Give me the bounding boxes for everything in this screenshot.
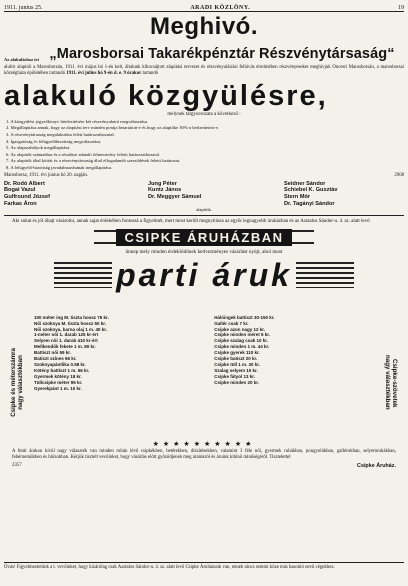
shop-name: CSIPKE ÁRUHÁZBAN [116, 229, 291, 246]
price-item: Női szoknya M. tiszta hossz 50 kr. [34, 320, 107, 326]
price-item: Csipke szalag csak 10 kr. [214, 338, 268, 344]
agenda-list [4, 119, 404, 172]
intro-end: tartandó [142, 71, 159, 77]
price-item: Batiszt színes 66 kr. [34, 356, 77, 362]
intro-text: alulirt alapitói a Marosborsán, 1911. évi május hó 1-én kelt, általunk kibocsájtott alapitási tervezet és részvényaláirási felhivás értelmében részvényeseket meghivjuk Oncesti Marosborsán, a marosborsai községháza épületében tartandó [4, 65, 404, 77]
price-item: Női szoknya, barna olaj 1 m. 40 kr. [34, 326, 108, 332]
page-number: 19 [398, 5, 404, 11]
signer: Dr. Tagányi Sándor [284, 200, 335, 207]
company-name: „Marosborsai Takarékpénztár Részvénytársaság“ [49, 46, 395, 62]
invitation-intro [4, 65, 404, 78]
price-item: Selyem női 1. darab 410 kr-ért [34, 338, 98, 344]
signer: Seidner Sándor [284, 180, 326, 187]
agenda-item: 8. A felügyelő-bizottság javadalmazásának megállapitása. [6, 164, 113, 170]
price-item: 100 méter ing M. tiszta hossz 75 kr. [34, 314, 109, 320]
vertical-slogan-right [380, 313, 402, 453]
price-item: Mellkendők fekete 1 m. 80 kr. [34, 344, 96, 350]
side-note: Az alakuláshoz irt [4, 57, 40, 62]
price-item: Kötény battiszt 1 m. 56 kr. [34, 367, 90, 373]
price-item: Csipke minden 20 kr. [214, 379, 259, 385]
price-item: Gallér csak 7 kr. [214, 320, 249, 326]
signer: Kuntz János [148, 187, 182, 194]
signer: Dr. Rodó Albert [4, 180, 45, 187]
price-item: Tüllcsipke méter 95 kr. [34, 379, 83, 385]
agenda-item: 5. Az alapszabályok megállapitása. [6, 145, 71, 151]
price-item: Csipke batiszt 20 kr. [214, 356, 258, 362]
section-divider [4, 215, 404, 216]
page-header [4, 2, 404, 12]
agenda-item: 2. Megállapitása annak, hogy az alapitási terv minden pontja betartatott-e és hogy az alaptőke 30%-a befizettetett-e. [6, 125, 219, 131]
advert-intro: Aki sokat és jól óhajt vásárolni, annak sajat érdekében fontossá a figyelmét, mert most került megnyitásra az egyik legnagyobb áruházban és az Asztalos Sándor-u. 4. sz. alatt levő [12, 218, 370, 224]
advert-footer [12, 449, 396, 469]
invitation-title: Meghivó. [149, 13, 258, 40]
header-date: 1911. junius 25. [4, 5, 43, 11]
newspaper-name: ARADI KÖZLÖNY. [190, 5, 251, 11]
lace-shop-advert [4, 219, 404, 491]
price-item: Szalag selyem 10 kr. [214, 367, 258, 373]
price-item: Szoknyapántlika 0.58 kr. [34, 362, 86, 367]
signer: Dr. Meggyer Sámuel [148, 194, 202, 201]
company-title-row [4, 40, 404, 62]
parti-headline-box [54, 258, 354, 292]
price-item: Csipke gyerek 110 kr. [214, 350, 260, 356]
decorative-stripes-right [294, 262, 354, 288]
signer: Gulfround József [4, 194, 50, 201]
vertical-slogan-left [6, 313, 28, 453]
signers-left [4, 181, 124, 208]
advert-signature-row [12, 463, 396, 469]
star-divider: ★★★★★★★★★★ [152, 439, 256, 448]
price-item: Csipke fátyol 13 kr. [214, 373, 255, 379]
advert-footer-text: A fenti árakon kívül nagy választék van minden ruhán lévő csipkékben, betétekben, díszítésekben, valamint 3 féle női, gyermek ruhákban, pongyolákban, gallérokban, selyemruhákban, fehérneműkben és blúzokban. Kérjük tisztelt vevőinket, hogy vásárlás előtt győződjenek meg árainkról és áruink kitűnő minőségéről. Tisztelettel [12, 448, 396, 461]
signer: Schiebel K. Gusztáv [284, 187, 338, 194]
price-column-left [34, 315, 194, 392]
price-item: Battiszt női 59 kr. [34, 350, 72, 356]
reference-number: 2908 [394, 172, 404, 178]
advert-signer: Csipke Áruház. [357, 462, 396, 469]
decorative-stripes-left [54, 262, 114, 288]
newspaper-page [4, 2, 404, 582]
advert-subtitle: ünnep mely minden érdeklődőnek kedvezményes vásárlást nyújt, ahol most [125, 249, 283, 256]
signer: Jung Péter [148, 180, 177, 187]
warning-notice: Óvás! Figyelmeztetünk a t. vevőinket, hogy kizárólag csak Asztalos Sándor-u. 4. sz. alatt levő Csipke Áruházunk van, ennek nincs semmi köze más hasonló nevű cégekhez. [4, 562, 404, 571]
intro-date: 1911. évi julius hó 9-én d. e. 9 órakor [66, 71, 142, 77]
price-item: Csipke minden 1 m. 44 kr. [214, 344, 270, 350]
advert-reference: 2357 [12, 462, 22, 468]
price-item: 1-méter női 1. darab 125 kr-ért [34, 332, 99, 338]
price-item: Csipke minden méret 5 kr. [214, 332, 270, 338]
topics-label: melynek tárgysorozata a következő : [167, 111, 241, 117]
signer: Bogai Vazul [4, 187, 36, 194]
parti-headline: parti áruk [112, 259, 296, 291]
signers-right [284, 181, 404, 208]
price-item: Csipke tüll 1 m. 30 kr. [214, 362, 260, 367]
price-item: Gyerekpánt 1 m. 10 kr. [34, 385, 82, 391]
vertical-text-left: Csipke és méterszámra nagy választékban [10, 348, 24, 418]
meeting-headline: alakuló közgyülésre, [4, 79, 328, 112]
vertical-text-right: Csipke-szövetek nagy választékban [384, 355, 398, 411]
agenda-item: 4. Igazgatóság és felügyelőbizottság megválasztása. [6, 138, 102, 144]
price-item: Hálóingek battiszt 30-150 kr. [214, 314, 275, 320]
dateline [4, 173, 404, 178]
signer: Farkas Áron [4, 200, 37, 207]
agenda-item: 6. Az alapitók számadása és a részükre adandó felmentvény feletti határozathozatal. [6, 151, 161, 157]
price-list [34, 315, 374, 392]
place-date: Marosborsa, 1911. évi junius hó 20. napján. [4, 172, 89, 178]
signers-note: alapitók. [196, 206, 212, 212]
price-column-right [214, 315, 374, 392]
agenda-item: 1. A közgyülési jegyzőkönyv hitelesitésére két részvényalairó megválasztása. [6, 118, 148, 124]
price-item: Csipke azon nagy 12 kr. [214, 326, 265, 332]
signers [4, 181, 404, 208]
signers-middle [148, 181, 260, 208]
shop-banner [94, 228, 314, 246]
agenda-item: 3. A részvénytársaság megalakulása felett határozathozatal. [6, 132, 115, 137]
signer: Stern Mór [284, 194, 311, 201]
agenda-item: 7. Az alapitók által kötött és a részvénytársaság által elfogadandó szerződések feletti határozat. [6, 158, 181, 164]
price-item: Gyermek kötény 18 kr. [34, 373, 82, 379]
